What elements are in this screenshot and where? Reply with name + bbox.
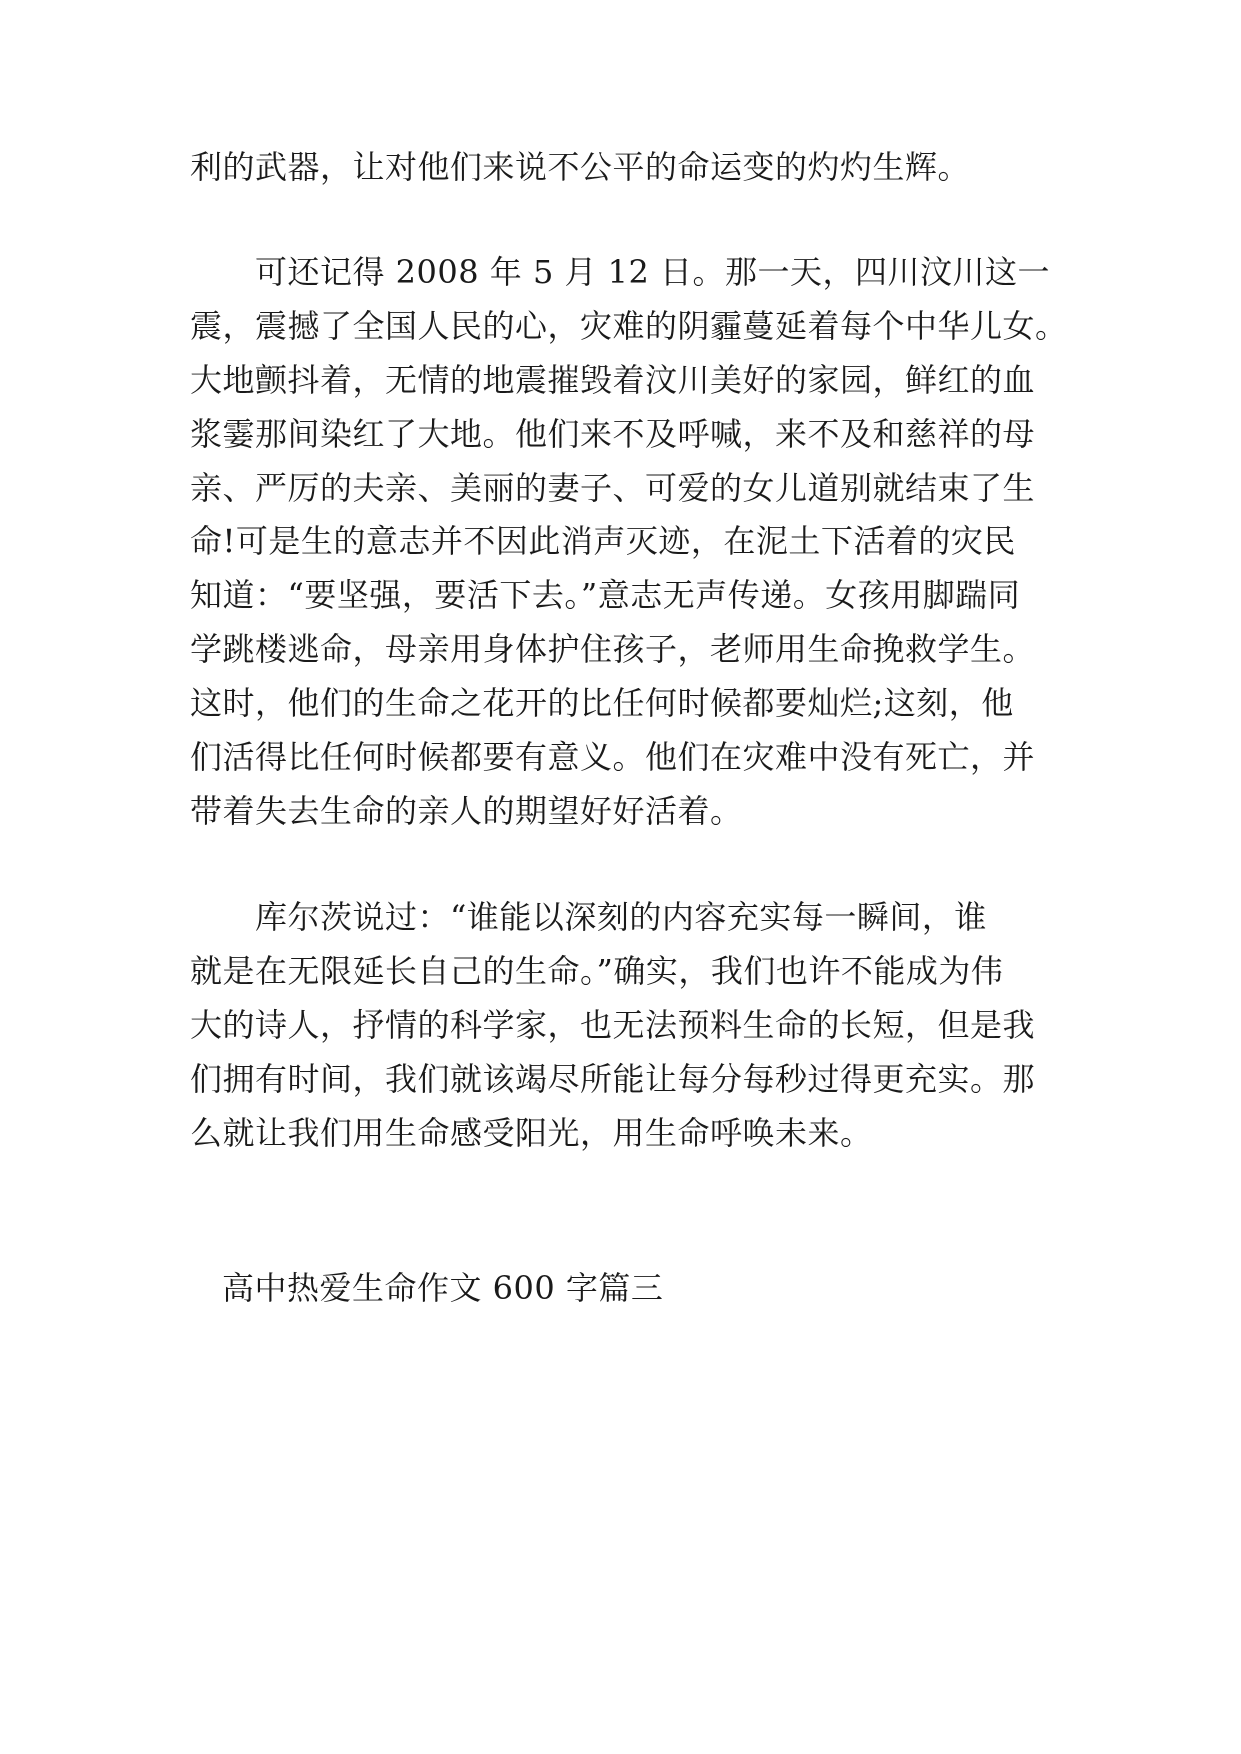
text-line: 就是在无限延长自己的生命。”确实，我们也许不能成为伟 [190,952,1004,990]
text-line: 命!可是生的意志并不因此消声灭迹，在泥土下活着的灾民 [190,522,1016,560]
text-line: 这时，他们的生命之花开的比任何时候都要灿烂;这刻，他 [190,684,1014,722]
text-line: 亲、严厉的夫亲、美丽的妻子、可爱的女儿道别就结束了生 [190,469,1036,507]
text-line: 大的诗人，抒情的科学家，也无法预料生命的长短，但是我 [190,1006,1036,1044]
text-line: 学跳楼逃命，母亲用身体护住孩子，老师用生命挽救学生。 [190,630,1036,668]
text-line: 们活得比任何时候都要有意义。他们在灾难中没有死亡，并 [190,738,1036,776]
text-line: 利的武器，让对他们来说不公平的命运变的灼灼生辉。 [190,148,971,186]
text-line: 带着失去生命的亲人的期望好好活着。 [190,792,743,830]
text-line: 大地颤抖着，无情的地震摧毁着汶川美好的家园，鲜红的血 [190,361,1036,399]
text-line: 知道：“要坚强，要活下去。”意志无声传递。女孩用脚踹同 [190,576,1021,614]
text-line: 库尔茨说过：“谁能以深刻的内容充实每一瞬间，谁 [190,898,987,936]
text-line: 们拥有时间，我们就该竭尽所能让每分每秒过得更充实。那 [190,1060,1036,1098]
text-line: 可还记得 2008 年 5 月 12 日。那一天，四川汶川这一 [190,253,1051,291]
text-line: 么就让我们用生命感受阳光，用生命呼唤未来。 [190,1114,873,1152]
text-line: 震，震撼了全国人民的心，灾难的阴霾蔓延着每个中华儿女。 [190,307,1068,345]
section-heading: 高中热爱生命作文 600 字篇三 [222,1269,664,1307]
text-line: 浆霎那间染红了大地。他们来不及呼喊，来不及和慈祥的母 [190,415,1036,453]
